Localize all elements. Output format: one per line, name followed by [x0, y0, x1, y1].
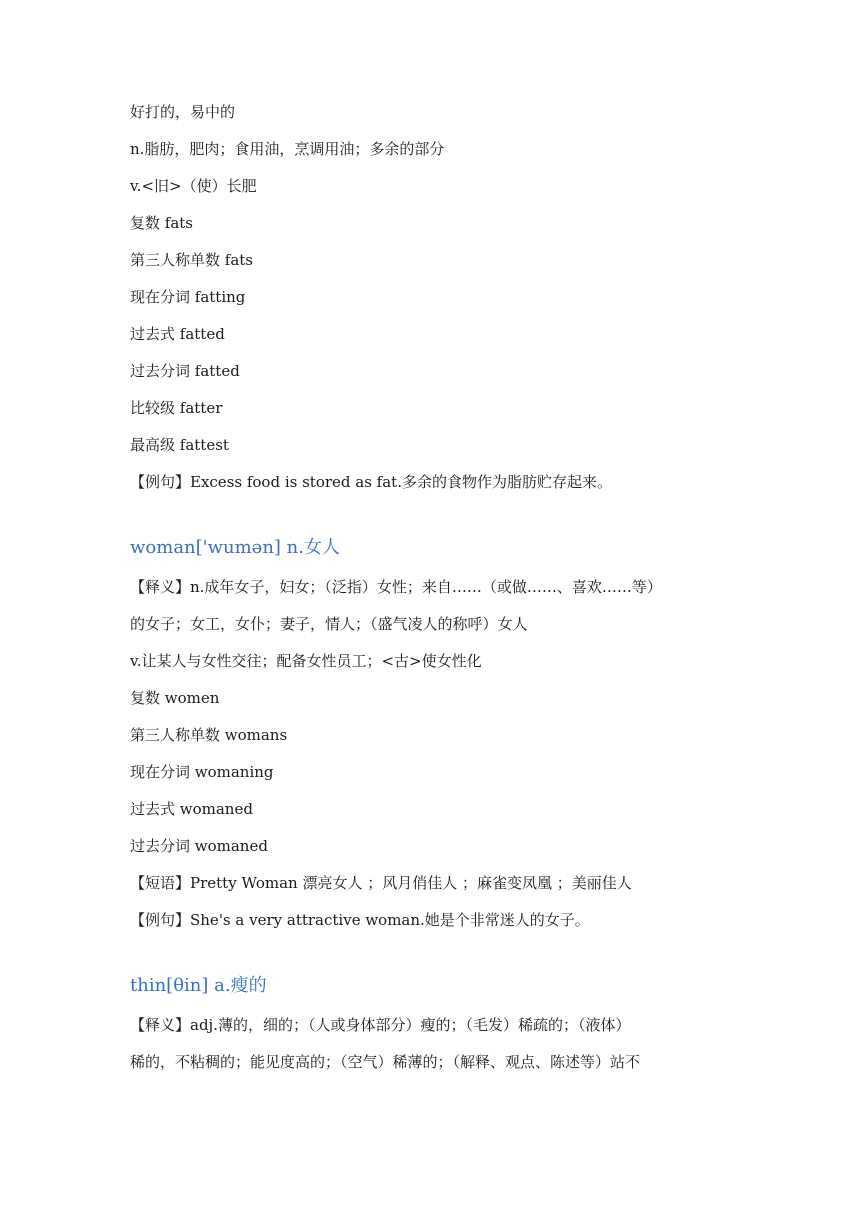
- fat-meaning-verb: v.<旧>（使）长肥: [130, 177, 257, 195]
- fat-past-tense: 过去式 fatted: [130, 325, 225, 343]
- fat-past-participle: 过去分词 fatted: [130, 362, 240, 380]
- thin-definition-line-2: 稀的，不粘稠的；能见度高的；（空气）稀薄的；（解释、观点、陈述等）站不: [130, 1053, 641, 1071]
- woman-past-tense: 过去式 womaned: [130, 800, 253, 818]
- thin-definition-line-1: 【释义】adj.薄的，细的；（人或身体部分）瘦的；（毛发）稀疏的；（液体）: [130, 1016, 631, 1034]
- fat-present-participle: 现在分词 fatting: [130, 288, 246, 306]
- woman-past-participle: 过去分词 womaned: [130, 837, 268, 855]
- thin-entry: [130, 1015, 750, 1072]
- fat-superlative: 最高级 fattest: [130, 436, 229, 454]
- woman-entry: [130, 577, 750, 930]
- thin-heading: thin[θin] a.瘦的: [130, 975, 267, 996]
- fat-plural: 复数 fats: [130, 214, 193, 232]
- fat-meaning-adj: 好打的，易中的: [130, 103, 236, 121]
- woman-example: 【例句】She's a very attractive woman.她是个非常迷人的女子。: [130, 911, 590, 929]
- woman-definition-line-2: 的女子；女工，女仆；妻子，情人；（盛气凌人的称呼）女人: [130, 615, 528, 633]
- woman-definition-line-1: 【释义】n.成年女子，妇女；（泛指）女性；来自……（或做……、喜欢……等）: [130, 578, 662, 596]
- document-page: [130, 102, 750, 1072]
- fat-third-person: 第三人称单数 fats: [130, 251, 253, 269]
- woman-plural: 复数 women: [130, 689, 220, 707]
- fat-comparative: 比较级 fatter: [130, 399, 223, 417]
- fat-meaning-noun: n.脂肪，肥肉；食用油，烹调用油；多余的部分: [130, 140, 445, 158]
- woman-heading: woman['wumən] n.女人: [130, 537, 340, 558]
- woman-meaning-verb: v.让某人与女性交往；配备女性员工；<古>使女性化: [130, 652, 482, 670]
- woman-present-participle: 现在分词 womaning: [130, 763, 274, 781]
- fat-example: 【例句】Excess food is stored as fat.多余的食物作为脂肪贮存起来。: [130, 473, 612, 491]
- fat-entry: [130, 102, 750, 492]
- woman-third-person: 第三人称单数 womans: [130, 726, 288, 744]
- woman-phrases: 【短语】Pretty Woman 漂亮女人 ；风月俏佳人 ；麻雀变凤凰 ；美丽佳人: [130, 874, 632, 892]
